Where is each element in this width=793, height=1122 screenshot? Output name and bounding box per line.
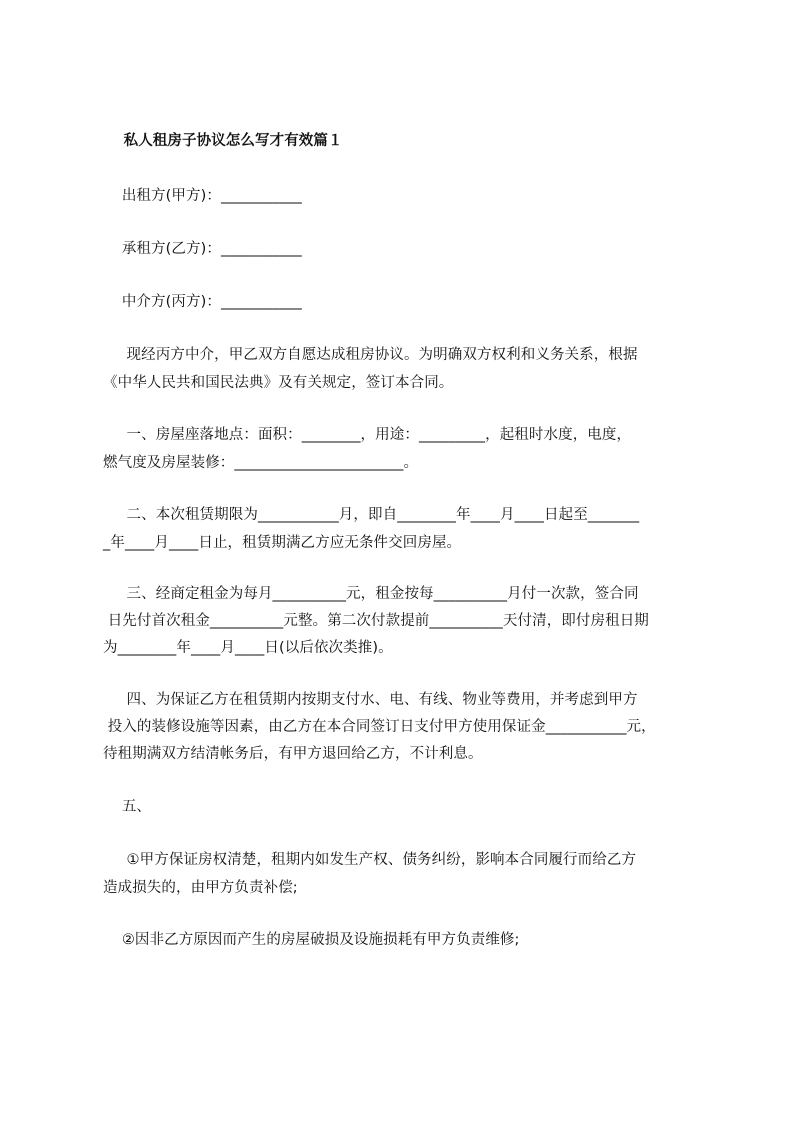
agent-line: 中介方(丙方)：___________: [103, 294, 302, 310]
clause-1-line-1: 一、房屋座落地点：面积：________，用途：_________，起租时水度，电度，: [103, 427, 632, 443]
clause-4-line-1: 四、为保证乙方在租赁期内按期支付水、电、有线、物业等费用，并考虑到甲方: [103, 692, 638, 708]
lessee-line: 承租方(乙方)：___________: [103, 241, 302, 257]
lessor-line: 出租方(甲方)：___________: [103, 188, 302, 204]
clause-2-line-2: _年____月____日止，租赁期满乙方应无条件交回房屋。: [103, 535, 462, 551]
clause-5-2-line: ②因非乙方原因而产生的房屋破损及设施损耗有甲方负责维修;: [103, 932, 520, 948]
clause-2-line-1: 二、本次租赁期限为___________月，即自________年____月____日起至_______: [103, 507, 640, 523]
clause-1-line-2: 燃气度及房屋装修：_______________________。: [103, 455, 419, 471]
document-title: 私人租房子协议怎么写才有效篇１: [103, 133, 343, 149]
clause-3-line-1: 三、经商定租金为每月__________元，租金按每__________月付一次款，签合同: [103, 586, 639, 602]
clause-5-heading: 五、: [103, 799, 152, 815]
clause-3-line-3: 为________年____月____日(以后依次类推)。: [103, 640, 393, 656]
preamble-line-1: 现经丙方中介，甲乙双方自愿达成租房协议。为明确双方权利和义务关系，根据: [103, 347, 638, 363]
clause-5-1-line-2: 造成损失的，由甲方负责补偿;: [103, 880, 298, 896]
clause-3-line-2: 日先付首次租金__________元整。第二次付款提前__________天付清，即付房租日期: [103, 613, 649, 629]
clause-4-line-3: 待租期满双方结清帐务后，有甲方退回给乙方，不计利息。: [103, 746, 483, 762]
preamble-line-2: 《中华人民共和国民法典》及有关规定，签订本合同。: [103, 375, 454, 391]
clause-4-line-2: 投入的装修设施等因素，由乙方在本合同签订日支付甲方使用保证金___________元，: [103, 719, 656, 735]
clause-5-1-line-1: ①甲方保证房权清楚，租期内如发生产权、债务纠纷，影响本合同履行而给乙方: [103, 852, 637, 868]
